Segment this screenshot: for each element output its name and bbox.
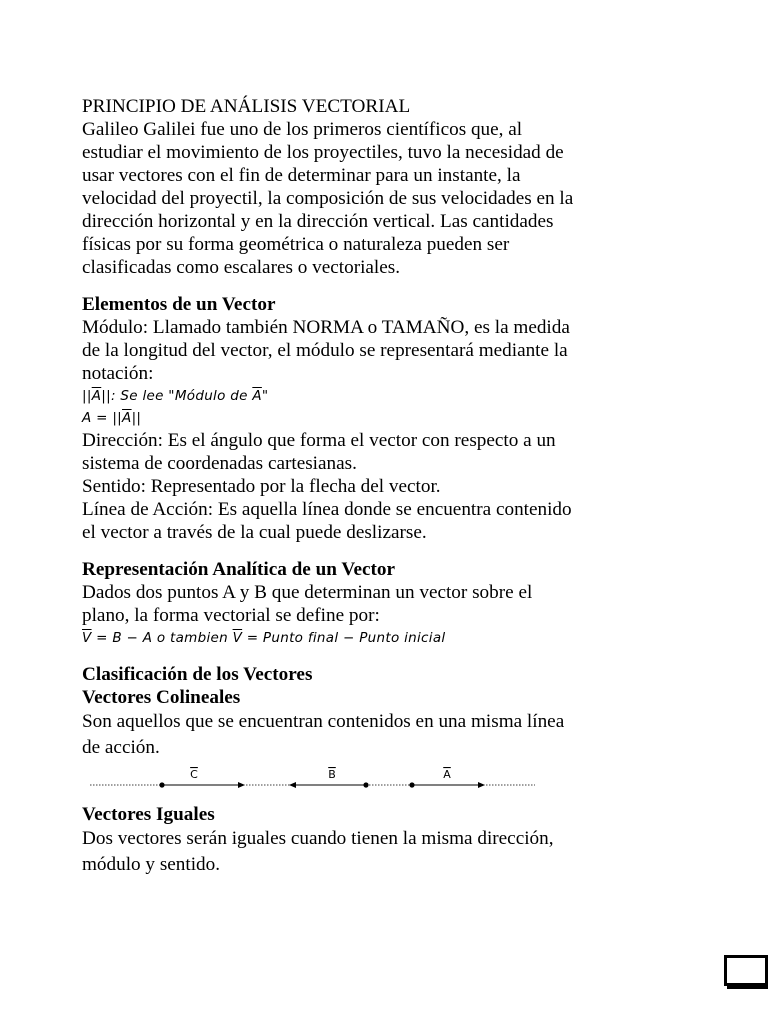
equal-line: módulo y sentido.	[82, 854, 221, 875]
intro-line: clasificadas como escalares o vectoriales.	[82, 257, 401, 278]
subheading-collinear: Vectores Colineales	[82, 687, 241, 708]
document-title: PRINCIPIO DE ANÁLISIS VECTORIAL	[82, 96, 411, 117]
collinear-vectors-diagram	[90, 767, 540, 797]
definition-line: Línea de Acción: Es aquella línea donde se encuentra contenido	[82, 499, 572, 520]
vector-b-arrowhead	[289, 782, 296, 788]
intro-line: dirección horizontal y en la dirección vertical. Las cantidades	[82, 211, 554, 232]
modulo-line: Módulo: Llamado también NORMA o TAMAÑO, es la medida	[82, 317, 570, 338]
formula-modulus-equals: $A = ||\overline{A}||$	[82, 410, 142, 426]
definition-line: Sentido: Representado por la flecha del vector.	[82, 476, 441, 497]
definition-line: Dirección: Es el ángulo que forma el vector con respecto a un	[82, 430, 556, 451]
section-heading-classification: Clasificación de los Vectores	[82, 664, 313, 685]
intro-line: Galileo Galilei fue uno de los primeros científicos que, al	[82, 119, 523, 140]
collinear-line: Son aquellos que se encuentran contenidos en una misma línea	[82, 711, 565, 732]
intro-line: usar vectores con el fin de determinar para un instante, la	[82, 165, 521, 186]
formula-vector-definition: $\overline{V} = B - A$ o tambien $\overline{V}$ = Punto final − Punto inicial	[82, 630, 446, 646]
vector-c-label: C	[190, 768, 198, 781]
spacer	[82, 544, 692, 558]
section-heading-analytic: Representación Analítica de un Vector	[82, 559, 396, 580]
definition-line: el vector a través de la cual puede deslizarse.	[82, 522, 427, 543]
spacer	[82, 279, 692, 293]
modulo-line: de la longitud del vector, el módulo se representará mediante la	[82, 340, 568, 361]
collinear-line: de acción.	[82, 737, 160, 758]
vector-a-label: A	[443, 768, 451, 781]
intro-line: físicas por su forma geométrica o naturaleza pueden ser	[82, 234, 510, 255]
definition-line: sistema de coordenadas cartesianas.	[82, 453, 357, 474]
vector-b-label: B	[328, 768, 336, 781]
vector-a-tail-point	[409, 782, 414, 787]
subheading-equal: Vectores Iguales	[82, 804, 215, 825]
section-heading-elements: Elementos de un Vector	[82, 294, 276, 315]
intro-line: estudiar el movimiento de los proyectiles, tuvo la necesidad de	[82, 142, 564, 163]
formula-modulus-notation: $||\overline{A}||$: Se lee "Módulo de $\overline{A}$"	[82, 388, 269, 404]
modulo-line: notación:	[82, 363, 154, 384]
page-number-box	[724, 955, 768, 986]
equal-line: Dos vectores serán iguales cuando tienen la misma dirección,	[82, 828, 554, 849]
analytic-line: plano, la forma vectorial se define por:	[82, 605, 380, 626]
vector-c-arrowhead	[238, 782, 245, 788]
intro-line: velocidad del proyectil, la composición de sus velocidades en la	[82, 188, 574, 209]
analytic-line: Dados dos puntos A y B que determinan un vector sobre el	[82, 582, 533, 603]
document-body	[82, 95, 692, 878]
vector-a-arrowhead	[478, 782, 485, 788]
vector-c-tail-point	[159, 782, 164, 787]
vector-b-tail-point	[363, 782, 368, 787]
spacer	[82, 649, 692, 663]
